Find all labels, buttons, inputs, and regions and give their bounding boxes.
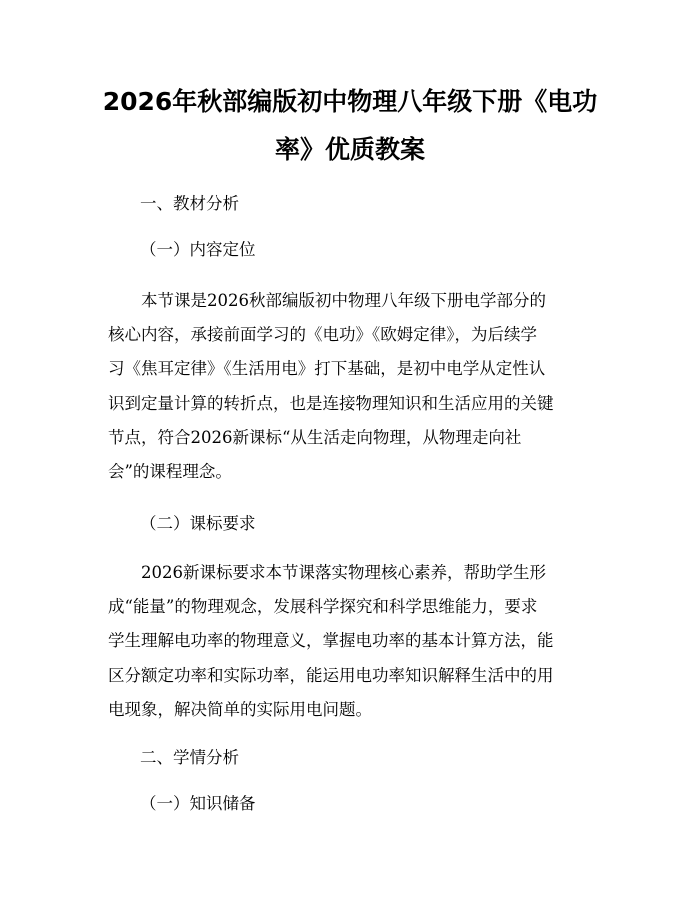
paragraph-line: 识到定量计算的转折点，也是连接物理知识和生活应用的关键 xyxy=(108,393,554,413)
paragraph-line: 节点，符合2026新课标“从生活走向物理，从物理走向社 xyxy=(108,427,522,447)
paragraph-line: 成“能量”的物理观念，发展科学探究和科学思维能力，要求 xyxy=(108,597,538,617)
paragraph-line: 区分额定功率和实际功率，能运用电功率知识解释生活中的用 xyxy=(108,665,554,685)
paragraph-line: 核心内容，承接前面学习的《电功》《欧姆定律》，为后续学 xyxy=(108,325,537,345)
section-heading-textbook-analysis: 一、教材分析 xyxy=(140,194,239,213)
paragraph-line: 会”的课程理念。 xyxy=(108,461,232,481)
paragraph-content-positioning xyxy=(108,284,598,489)
subsection-heading-content-positioning: （一）内容定位 xyxy=(140,240,256,259)
document-title-line-2: 率》优质教案 xyxy=(274,135,425,164)
paragraph-line: 习《焦耳定律》《生活用电》打下基础，是初中电学从定性认 xyxy=(108,359,546,379)
subsection-heading-curriculum-requirements: （二）课标要求 xyxy=(140,514,256,533)
paragraph-line: 学生理解电功率的物理意义，掌握电功率的基本计算方法，能 xyxy=(108,631,554,651)
section-heading-student-analysis: 二、学情分析 xyxy=(140,748,239,767)
document-title-line-1: 2026年秋部编版初中物理八年级下册《电功 xyxy=(102,87,598,116)
paragraph-curriculum-requirements xyxy=(108,556,598,727)
paragraph-line: 电现象，解决简单的实际用电问题。 xyxy=(108,699,372,719)
paragraph-line: 本节课是2026秋部编版初中物理八年级下册电学部分的 xyxy=(141,291,546,310)
paragraph-line: 2026新课标要求本节课落实物理核心素养，帮助学生形 xyxy=(141,563,546,582)
subsection-heading-knowledge-reserve: （一）知识储备 xyxy=(140,794,256,813)
